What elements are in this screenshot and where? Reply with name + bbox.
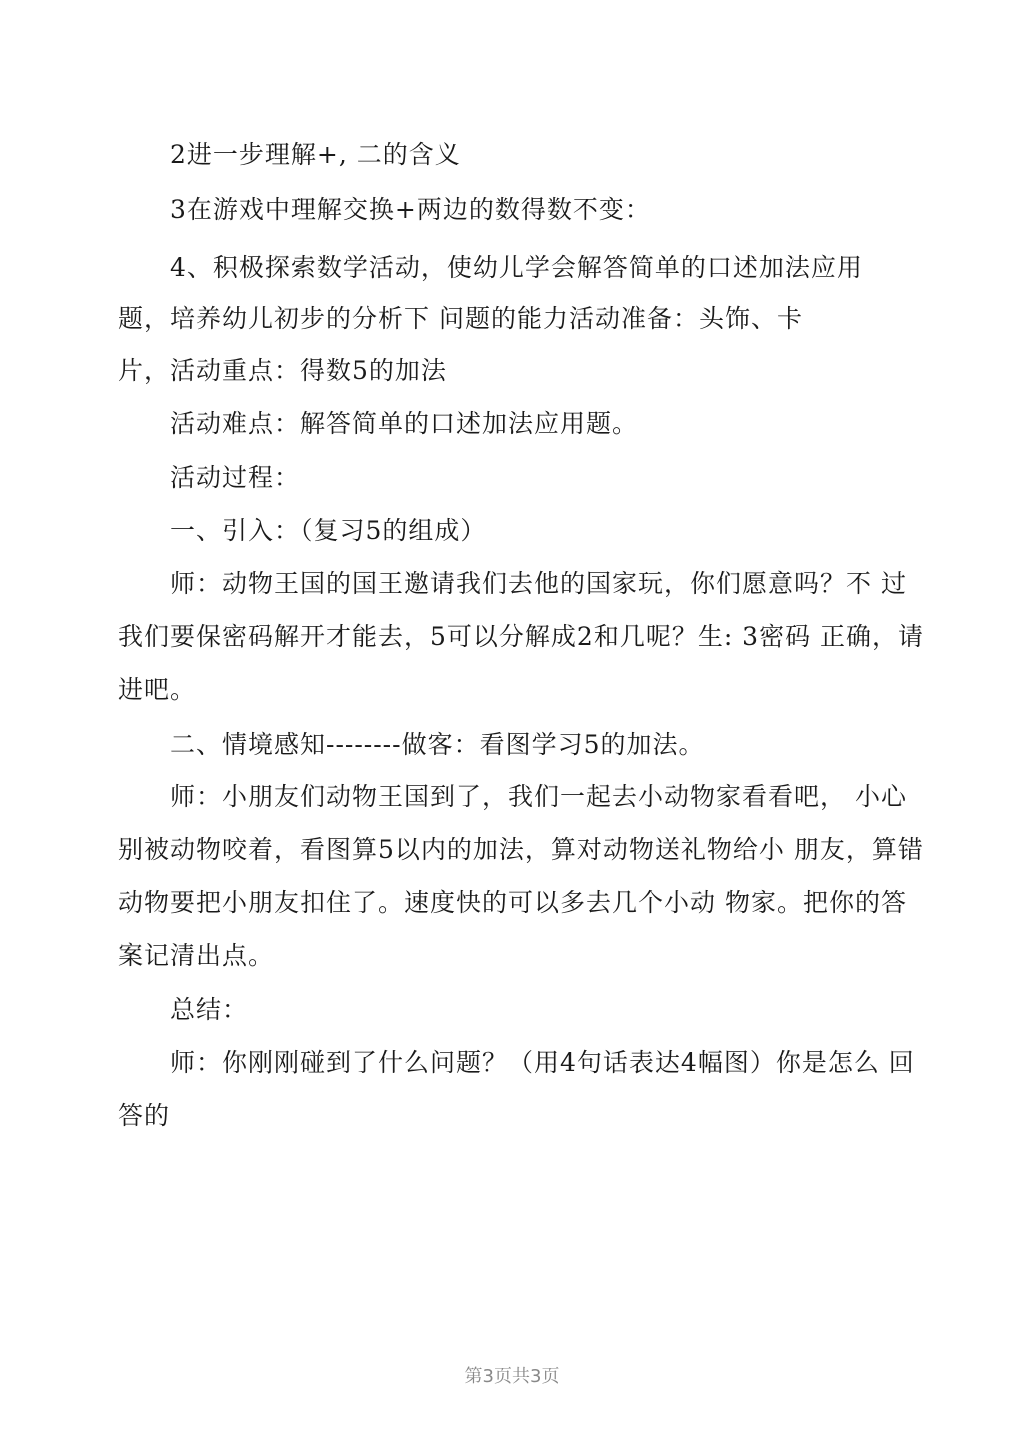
text-line-teacher-scenario-cont2: 动物要把小朋友扣住了。速度快的可以多去几个小动 物家。把你的答: [118, 888, 907, 917]
text-line-teacher-question-end: 答的: [118, 1101, 171, 1130]
text-line-objective-3: 3在游戏中理解交换+两边的数得数不变：: [170, 195, 651, 224]
text-line-teacher-intro-cont: 我们要保密码解开才能去，5可以分解成2和几呢？生: 3密码 正确，请: [118, 622, 925, 651]
text-line-key-point: 片，活动重点：得数5的加法: [118, 356, 447, 385]
text-line-objective-4: 4、积极探索数学活动，使幼儿学会解答简单的口述加法应用: [170, 253, 863, 282]
text-line-section-1-heading: 一、引入：（复习5的组成）: [170, 516, 487, 545]
text-line-teacher-question: 师：你刚刚碰到了什么问题？（用4句话表达4幅图）你是怎么 回: [170, 1048, 915, 1077]
text-line-teacher-intro-end: 进吧。: [118, 675, 197, 704]
text-line-summary-heading: 总结：: [170, 995, 249, 1024]
text-line-teacher-intro: 师：动物王国的国王邀请我们去他的国家玩，你们愿意吗？不 过: [170, 569, 907, 598]
text-line-process-heading: 活动过程：: [170, 463, 301, 492]
text-line-teacher-scenario: 师：小朋友们动物王国到了，我们一起去小动物家看看吧， 小心: [170, 782, 907, 811]
page-number-footer: 第3页共3页: [464, 1366, 560, 1387]
text-line-difficulty: 活动难点：解答简单的口述加法应用题。: [170, 409, 639, 438]
text-line-section-2-heading: 二、情境感知--------做客：看图学习5的加法。: [170, 730, 705, 759]
text-line-objective-4-cont: 题，培养幼儿初步的分析下 问题的能力活动准备：头饰、卡: [118, 304, 803, 333]
text-line-teacher-scenario-end: 案记清出点。: [118, 941, 275, 970]
text-line-teacher-scenario-cont1: 别被动物咬着，看图算5以内的加法，算对动物送礼物给小 朋友，算错: [118, 835, 924, 864]
text-line-objective-2: 2进一步理解+, 二的含义: [170, 140, 461, 169]
